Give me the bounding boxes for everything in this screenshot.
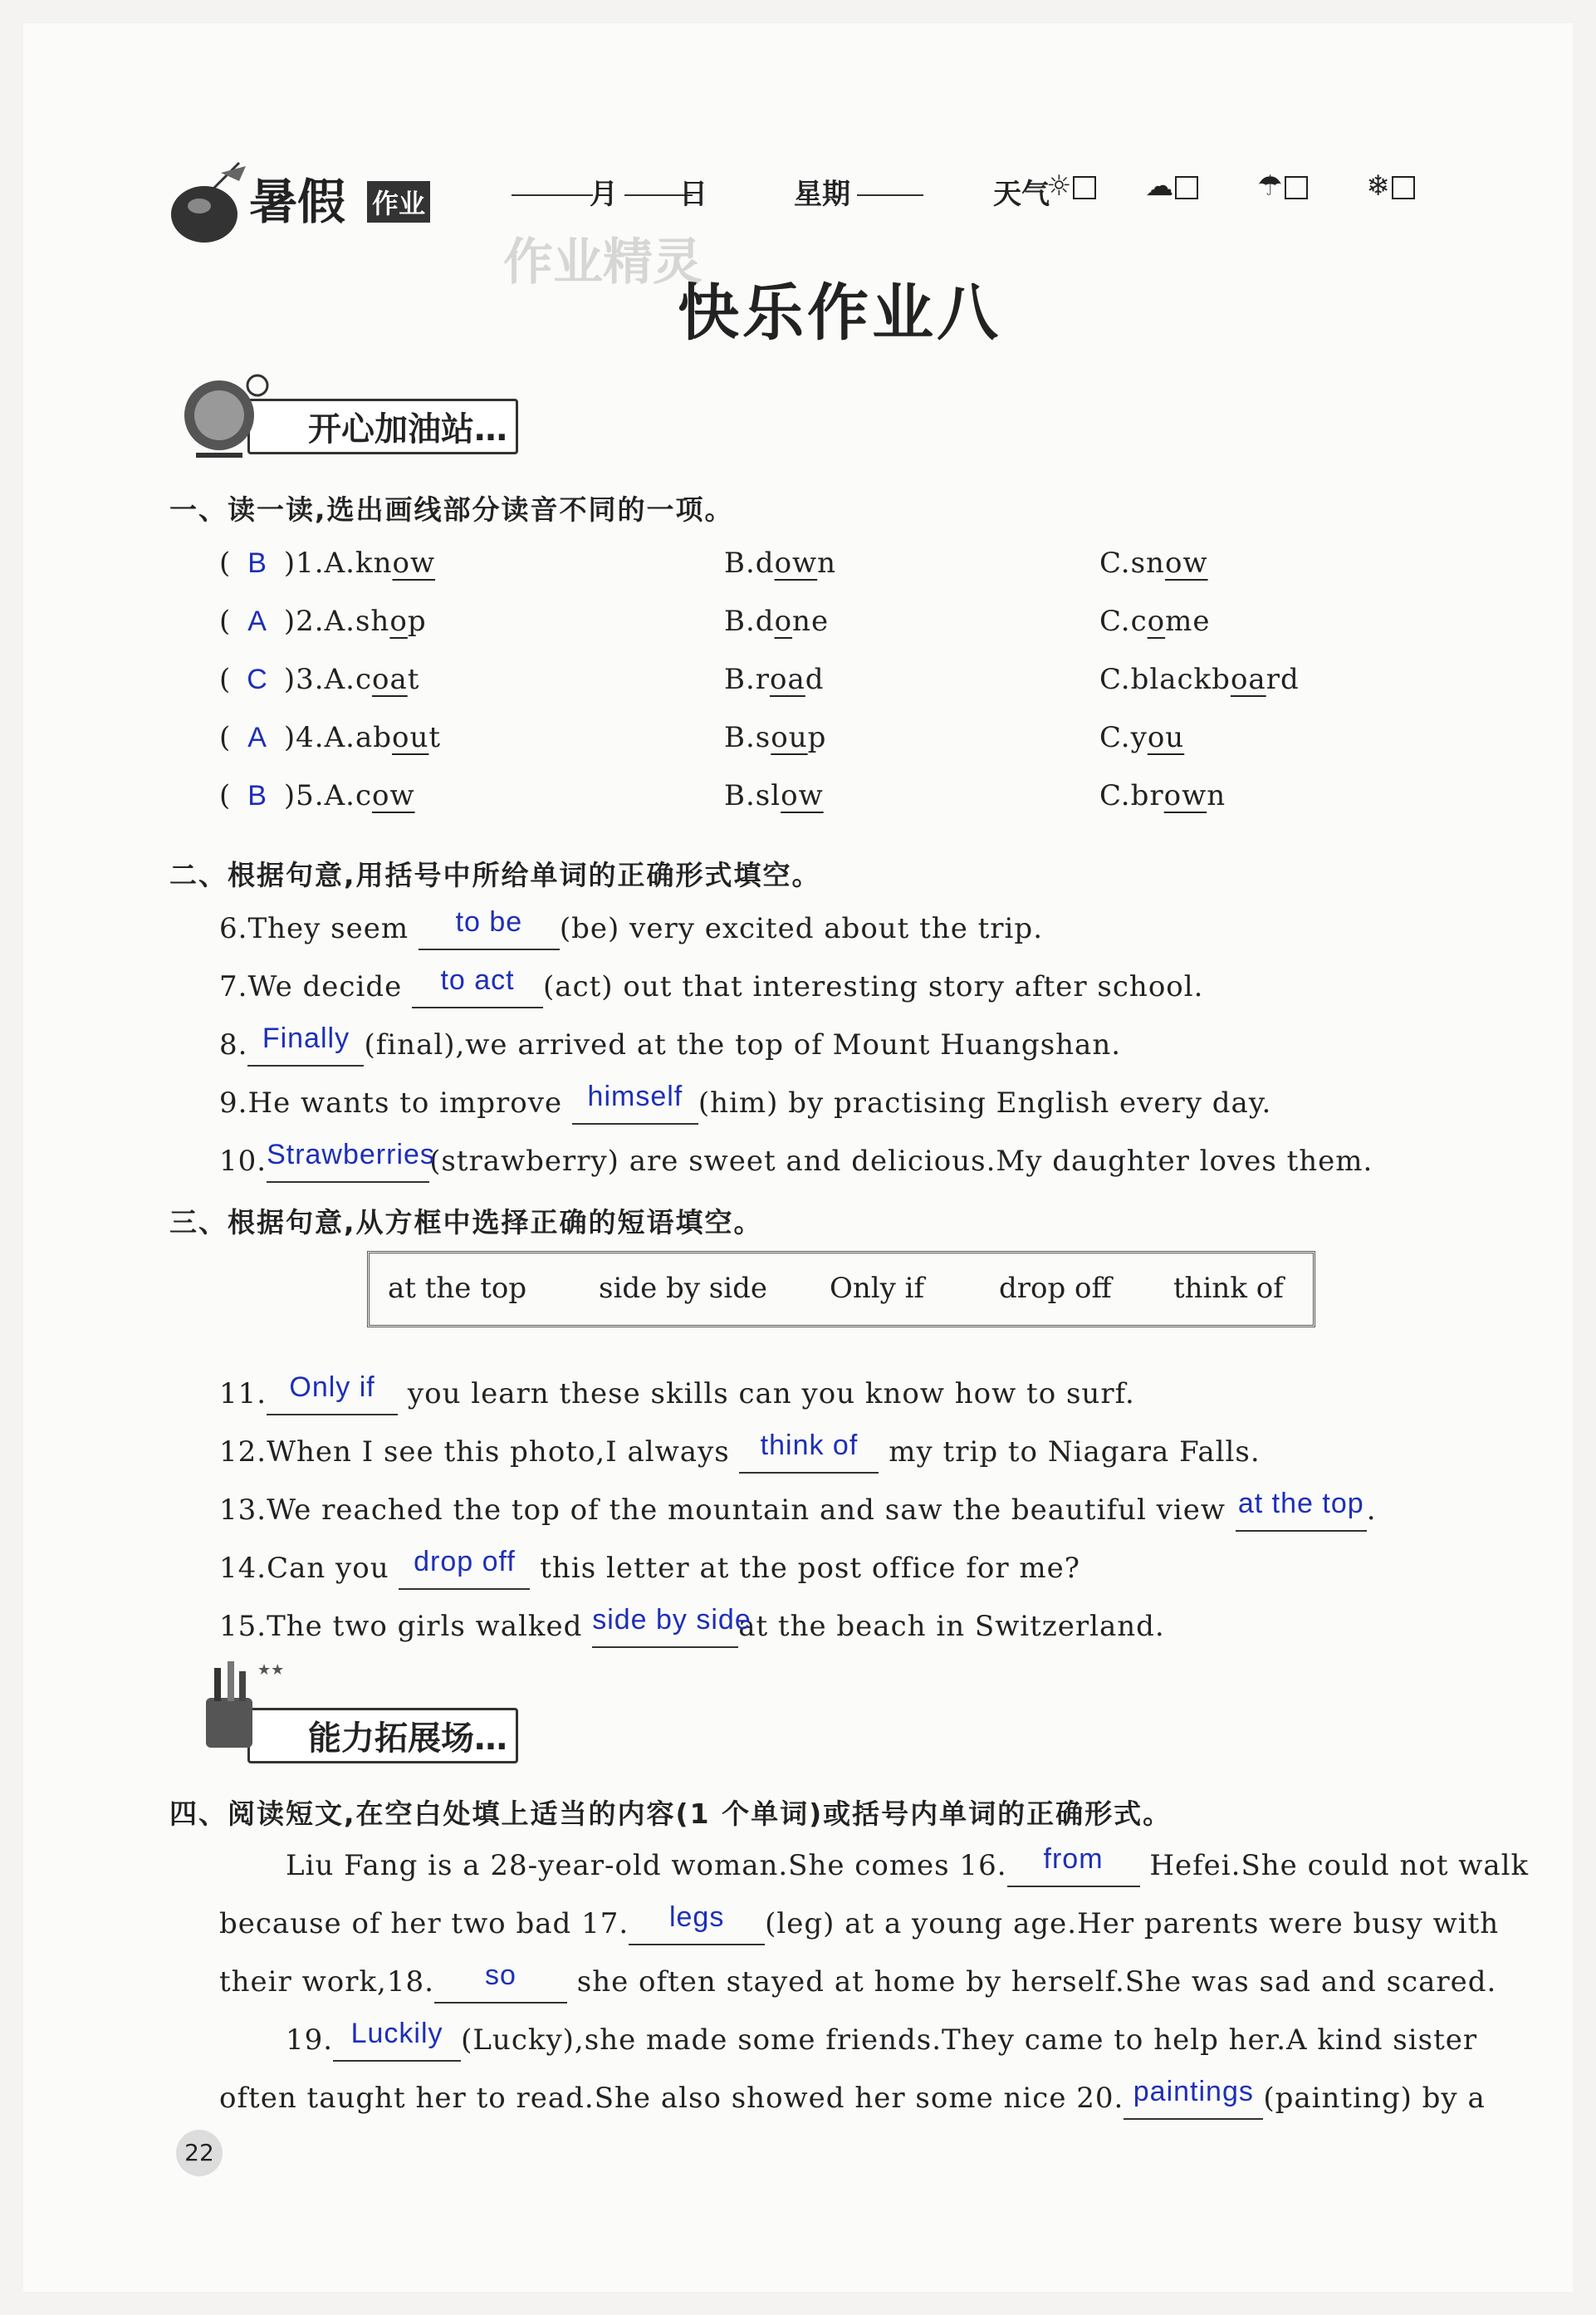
list-item: 11. Only if you learn these skills can you know how to surf. [219, 1377, 1135, 1415]
week-label: 星期 [794, 178, 850, 211]
box-word: side by side [599, 1272, 768, 1305]
answer-9[interactable]: himself [587, 1081, 683, 1112]
answer-19[interactable]: Luckily [350, 2018, 443, 2049]
box-word: drop off [999, 1272, 1112, 1305]
part3-instruction: 三、根据句意,从方框中选择正确的短语填空。 [169, 1206, 763, 1238]
passage-line: because of her two bad 17. legs (leg) at a young age.Her parents were busy with [219, 1907, 1499, 1945]
passage-line: Liu Fang is a 28-year-old woman.She comes 16. from Hefei.She could not walk [286, 1849, 1529, 1887]
pencil-cup-icon [181, 1656, 285, 1756]
answer-11[interactable]: Only if [289, 1371, 375, 1403]
list-item: 6.They seem to be (be) very excited about the trip. [219, 912, 1043, 950]
passage-line: their work,18. so she often stayed at home by herself.She was sad and scared. [219, 1965, 1496, 2004]
list-item: 13.We reached the top of the mountain and saw the beautiful view at the top. [219, 1493, 1377, 1532]
worksheet-page [23, 23, 1573, 2292]
list-item-c: C.blackboard [1099, 663, 1300, 696]
box-word: Only if [830, 1272, 925, 1305]
part1-instruction: 一、读一读,选出画线部分读音不同的一项。 [169, 493, 734, 526]
page-title: 快乐作业八 [678, 277, 1001, 349]
answer-17[interactable]: legs [668, 1901, 725, 1933]
sun-icon: ☼ [1046, 169, 1072, 203]
list-item: ( B )5.A.cow [219, 779, 415, 812]
snowy-checkbox[interactable] [1392, 176, 1415, 199]
list-item-b: B.done [724, 605, 830, 638]
list-item-c: C.you [1099, 721, 1185, 754]
weather-options [1046, 169, 1415, 203]
part2-instruction: 二、根据句意,用括号中所给单词的正确形式填空。 [169, 859, 821, 891]
list-item-c: C.brown [1099, 779, 1226, 812]
cloudy-checkbox[interactable] [1175, 176, 1198, 199]
rainy-checkbox[interactable] [1285, 176, 1308, 199]
answer-10[interactable]: Strawberries [267, 1139, 435, 1170]
answer-15[interactable]: side by side [592, 1604, 751, 1636]
answer-8[interactable]: Finally [262, 1023, 350, 1054]
month-label: 月 [590, 178, 618, 211]
list-item: 7.We decide to act (act) out that interesting story after school. [219, 970, 1203, 1008]
svg-text:★★: ★★ [257, 1661, 285, 1679]
passage-line: often taught her to read.She also showed her some nice 20. paintings (painting) by a [219, 2082, 1486, 2120]
list-item: 12.When I see this photo,I always think of my trip to Niagara Falls. [219, 1435, 1261, 1474]
list-item: ( C )3.A.coat [219, 663, 420, 696]
answer-7[interactable]: to act [440, 964, 515, 996]
page-number: 22 [176, 2130, 223, 2176]
list-item: 10.Strawberries(strawberry) are sweet and delicious.My daughter loves them. [219, 1145, 1373, 1183]
section-badge-1: 开心加油站… [247, 399, 518, 454]
passage-line: 19. Luckily (Lucky),she made some friends.They came to help her.A kind sister [286, 2023, 1477, 2062]
list-item: 15.The two girls walked side by sideat the beach in Switzerland. [219, 1610, 1165, 1648]
coconut-icon [163, 156, 254, 248]
list-item-b: B.down [724, 547, 837, 580]
list-item-b: B.soup [724, 721, 827, 754]
globe-icon [171, 364, 279, 463]
brand-title: 暑假 [249, 174, 346, 230]
rain-icon: ☂ [1257, 169, 1283, 203]
sunny-checkbox[interactable] [1073, 176, 1096, 199]
week-line [857, 194, 923, 196]
list-item-c: C.snow [1099, 547, 1208, 580]
list-item: 14.Can you drop off this letter at the post office for me? [219, 1552, 1080, 1590]
part4-instruction: 四、阅读短文,在空白处填上适当的内容(1 个单词)或括号内单词的正确形式。 [169, 1798, 1173, 1830]
day-label: 日 [679, 178, 707, 211]
word-box [367, 1251, 1315, 1327]
box-word: think of [1173, 1272, 1284, 1305]
box-word: at the top [388, 1272, 527, 1305]
answer-16[interactable]: from [1043, 1843, 1104, 1875]
list-item: 8. Finally (final),we arrived at the top of Mount Huangshan. [219, 1028, 1121, 1067]
cloud-icon: ☁ [1145, 169, 1174, 203]
answer-12[interactable]: think of [760, 1430, 859, 1461]
answer-13[interactable]: at the top [1237, 1488, 1364, 1519]
snow-icon: ❄ [1366, 169, 1390, 203]
section-badge-2: 能力拓展场… [247, 1708, 518, 1763]
list-item: 9.He wants to improve himself (him) by practising English every day. [219, 1086, 1271, 1125]
list-item: ( A )4.A.about [219, 721, 442, 754]
answer-14[interactable]: drop off [414, 1546, 516, 1577]
list-item: ( B )1.A.know [219, 547, 436, 580]
list-item-b: B.slow [724, 779, 824, 812]
answer-18[interactable]: so [484, 1959, 516, 1991]
answer-20[interactable]: paintings [1133, 2076, 1254, 2107]
list-item-b: B.road [724, 663, 825, 696]
list-item: ( A )2.A.shop [219, 605, 427, 638]
watermark: 作业精灵 [503, 233, 703, 292]
list-item-c: C.come [1099, 605, 1211, 638]
brand-tag: 作业 [367, 181, 430, 223]
weather-label: 天气 [993, 178, 1050, 211]
date-line [512, 194, 593, 196]
answer-6[interactable]: to be [455, 906, 523, 938]
